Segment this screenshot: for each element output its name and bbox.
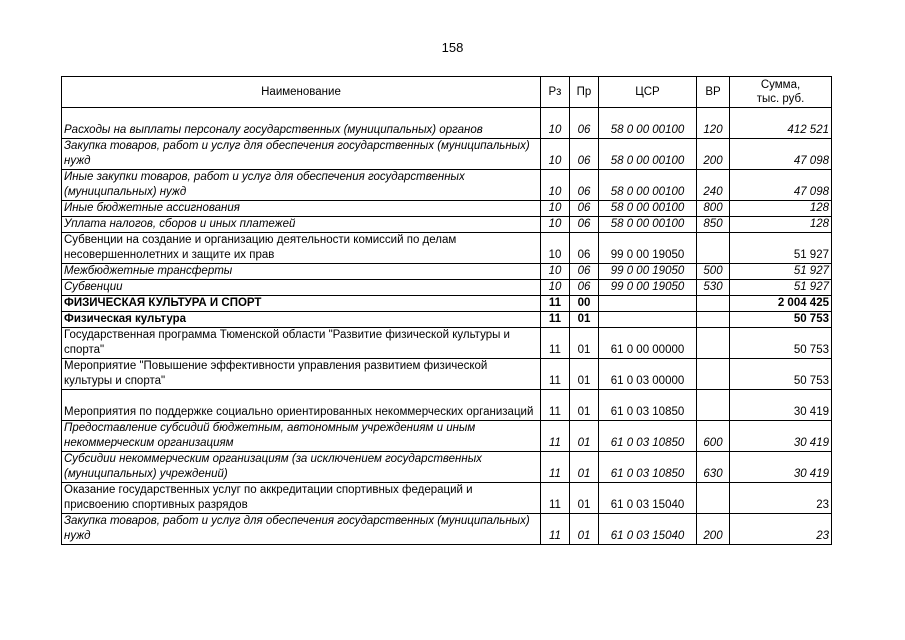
cell-csr: 61 0 03 15040 bbox=[599, 514, 697, 545]
table-row bbox=[62, 312, 832, 328]
cell-vr: 530 bbox=[697, 280, 730, 296]
cell-name: Предоставление субсидий бюджетным, автономным учреждениям и иным некоммерческим организациям bbox=[62, 421, 541, 452]
table-row bbox=[62, 483, 832, 514]
cell-csr: 61 0 03 00000 bbox=[599, 359, 697, 390]
header-sum-line1: Сумма, bbox=[760, 79, 801, 91]
cell-rz: 10 bbox=[541, 170, 570, 201]
header-vr: ВР bbox=[697, 77, 730, 108]
cell-name: Субвенции на создание и организацию деятельности комиссий по делам несовершеннолетних и защите их прав bbox=[62, 233, 541, 264]
cell-vr bbox=[697, 483, 730, 514]
cell-csr: 99 0 00 19050 bbox=[599, 280, 697, 296]
cell-pr: 01 bbox=[570, 452, 599, 483]
cell-name: Мероприятия по поддержке социально ориентированных некоммерческих организаций bbox=[62, 390, 541, 421]
cell-csr: 58 0 00 00100 bbox=[599, 170, 697, 201]
cell-vr: 120 bbox=[697, 108, 730, 139]
cell-sum: 50 753 bbox=[730, 328, 832, 359]
cell-pr: 06 bbox=[570, 201, 599, 217]
cell-name: ФИЗИЧЕСКАЯ КУЛЬТУРА И СПОРТ bbox=[62, 296, 541, 312]
cell-pr: 01 bbox=[570, 421, 599, 452]
cell-rz: 11 bbox=[541, 312, 570, 328]
cell-csr: 99 0 00 19050 bbox=[599, 264, 697, 280]
cell-rz: 11 bbox=[541, 296, 570, 312]
cell-pr: 06 bbox=[570, 108, 599, 139]
cell-vr bbox=[697, 359, 730, 390]
cell-vr: 240 bbox=[697, 170, 730, 201]
cell-rz: 11 bbox=[541, 359, 570, 390]
table-row bbox=[62, 390, 832, 421]
cell-rz: 10 bbox=[541, 217, 570, 233]
cell-name: Иные закупки товаров, работ и услуг для обеспечения государственных (муниципальных) нужд bbox=[62, 170, 541, 201]
table-row bbox=[62, 217, 832, 233]
cell-pr: 01 bbox=[570, 359, 599, 390]
cell-rz: 10 bbox=[541, 233, 570, 264]
cell-pr: 06 bbox=[570, 217, 599, 233]
cell-vr: 600 bbox=[697, 421, 730, 452]
cell-pr: 01 bbox=[570, 514, 599, 545]
cell-name: Субвенции bbox=[62, 280, 541, 296]
header-sum bbox=[730, 77, 832, 108]
cell-vr: 200 bbox=[697, 139, 730, 170]
cell-vr: 850 bbox=[697, 217, 730, 233]
header-csr: ЦСР bbox=[599, 77, 697, 108]
cell-name: Государственная программа Тюменской области "Развитие физической культуры и спорта" bbox=[62, 328, 541, 359]
cell-rz: 10 bbox=[541, 264, 570, 280]
cell-rz: 11 bbox=[541, 390, 570, 421]
cell-vr: 800 bbox=[697, 201, 730, 217]
cell-name: Уплата налогов, сборов и иных платежей bbox=[62, 217, 541, 233]
cell-csr: 58 0 00 00100 bbox=[599, 139, 697, 170]
cell-sum: 30 419 bbox=[730, 421, 832, 452]
cell-csr: 61 0 03 10850 bbox=[599, 421, 697, 452]
table-row bbox=[62, 108, 832, 139]
cell-vr bbox=[697, 233, 730, 264]
cell-sum: 128 bbox=[730, 217, 832, 233]
table-row bbox=[62, 421, 832, 452]
cell-pr: 06 bbox=[570, 139, 599, 170]
cell-rz: 11 bbox=[541, 328, 570, 359]
cell-vr: 630 bbox=[697, 452, 730, 483]
header-sum-line2: тыс. руб. bbox=[756, 93, 805, 105]
cell-name: Физическая культура bbox=[62, 312, 541, 328]
cell-sum: 128 bbox=[730, 201, 832, 217]
cell-pr: 01 bbox=[570, 390, 599, 421]
cell-csr: 61 0 03 15040 bbox=[599, 483, 697, 514]
cell-csr: 58 0 00 00100 bbox=[599, 201, 697, 217]
cell-vr bbox=[697, 312, 730, 328]
table-row bbox=[62, 280, 832, 296]
cell-sum: 2 004 425 bbox=[730, 296, 832, 312]
table-header-row bbox=[62, 77, 832, 108]
cell-pr: 06 bbox=[570, 170, 599, 201]
cell-sum: 50 753 bbox=[730, 359, 832, 390]
cell-sum: 23 bbox=[730, 483, 832, 514]
cell-name: Закупка товаров, работ и услуг для обеспечения государственных (муниципальных) нужд bbox=[62, 514, 541, 545]
cell-pr: 06 bbox=[570, 280, 599, 296]
cell-sum: 412 521 bbox=[730, 108, 832, 139]
cell-pr: 00 bbox=[570, 296, 599, 312]
cell-name: Оказание государственных услуг по аккредитации спортивных федераций и присвоению спортивных разрядов bbox=[62, 483, 541, 514]
table-row bbox=[62, 139, 832, 170]
cell-pr: 06 bbox=[570, 233, 599, 264]
cell-csr: 58 0 00 00100 bbox=[599, 217, 697, 233]
cell-rz: 11 bbox=[541, 514, 570, 545]
cell-rz: 10 bbox=[541, 201, 570, 217]
table-row bbox=[62, 264, 832, 280]
cell-sum: 51 927 bbox=[730, 280, 832, 296]
table-row bbox=[62, 233, 832, 264]
cell-csr bbox=[599, 296, 697, 312]
cell-sum: 47 098 bbox=[730, 170, 832, 201]
cell-rz: 11 bbox=[541, 452, 570, 483]
cell-sum: 30 419 bbox=[730, 390, 832, 421]
cell-rz: 11 bbox=[541, 421, 570, 452]
cell-sum: 51 927 bbox=[730, 233, 832, 264]
cell-name: Межбюджетные трансферты bbox=[62, 264, 541, 280]
cell-csr: 99 0 00 19050 bbox=[599, 233, 697, 264]
header-name: Наименование bbox=[62, 77, 541, 108]
table-row bbox=[62, 170, 832, 201]
page-number: 158 bbox=[441, 40, 464, 55]
table-row bbox=[62, 328, 832, 359]
cell-name: Расходы на выплаты персоналу государственных (муниципальных) органов bbox=[62, 108, 541, 139]
cell-csr: 61 0 00 00000 bbox=[599, 328, 697, 359]
cell-csr: 61 0 03 10850 bbox=[599, 452, 697, 483]
cell-rz: 10 bbox=[541, 108, 570, 139]
cell-pr: 01 bbox=[570, 483, 599, 514]
cell-vr: 500 bbox=[697, 264, 730, 280]
cell-csr: 58 0 00 00100 bbox=[599, 108, 697, 139]
cell-pr: 06 bbox=[570, 264, 599, 280]
cell-sum: 23 bbox=[730, 514, 832, 545]
cell-vr bbox=[697, 296, 730, 312]
cell-vr: 200 bbox=[697, 514, 730, 545]
cell-sum: 51 927 bbox=[730, 264, 832, 280]
cell-rz: 10 bbox=[541, 139, 570, 170]
cell-rz: 10 bbox=[541, 280, 570, 296]
cell-pr: 01 bbox=[570, 328, 599, 359]
cell-rz: 11 bbox=[541, 483, 570, 514]
cell-sum: 30 419 bbox=[730, 452, 832, 483]
cell-name: Закупка товаров, работ и услуг для обеспечения государственных (муниципальных) нужд bbox=[62, 139, 541, 170]
table-row bbox=[62, 452, 832, 483]
cell-sum: 47 098 bbox=[730, 139, 832, 170]
cell-name: Иные бюджетные ассигнования bbox=[62, 201, 541, 217]
cell-name: Субсидии некоммерческим организациям (за исключением государственных (муниципальных) учреждений) bbox=[62, 452, 541, 483]
cell-sum: 50 753 bbox=[730, 312, 832, 328]
table-row bbox=[62, 201, 832, 217]
cell-csr bbox=[599, 312, 697, 328]
table-body bbox=[62, 108, 832, 545]
cell-pr: 01 bbox=[570, 312, 599, 328]
cell-name: Мероприятие "Повышение эффективности управления развитием физической культуры и спорта" bbox=[62, 359, 541, 390]
cell-vr bbox=[697, 328, 730, 359]
budget-table bbox=[61, 76, 832, 545]
cell-vr bbox=[697, 390, 730, 421]
header-pr: Пр bbox=[570, 77, 599, 108]
table-row bbox=[62, 296, 832, 312]
cell-csr: 61 0 03 10850 bbox=[599, 390, 697, 421]
table-row bbox=[62, 359, 832, 390]
table-row bbox=[62, 514, 832, 545]
header-rz: Рз bbox=[541, 77, 570, 108]
